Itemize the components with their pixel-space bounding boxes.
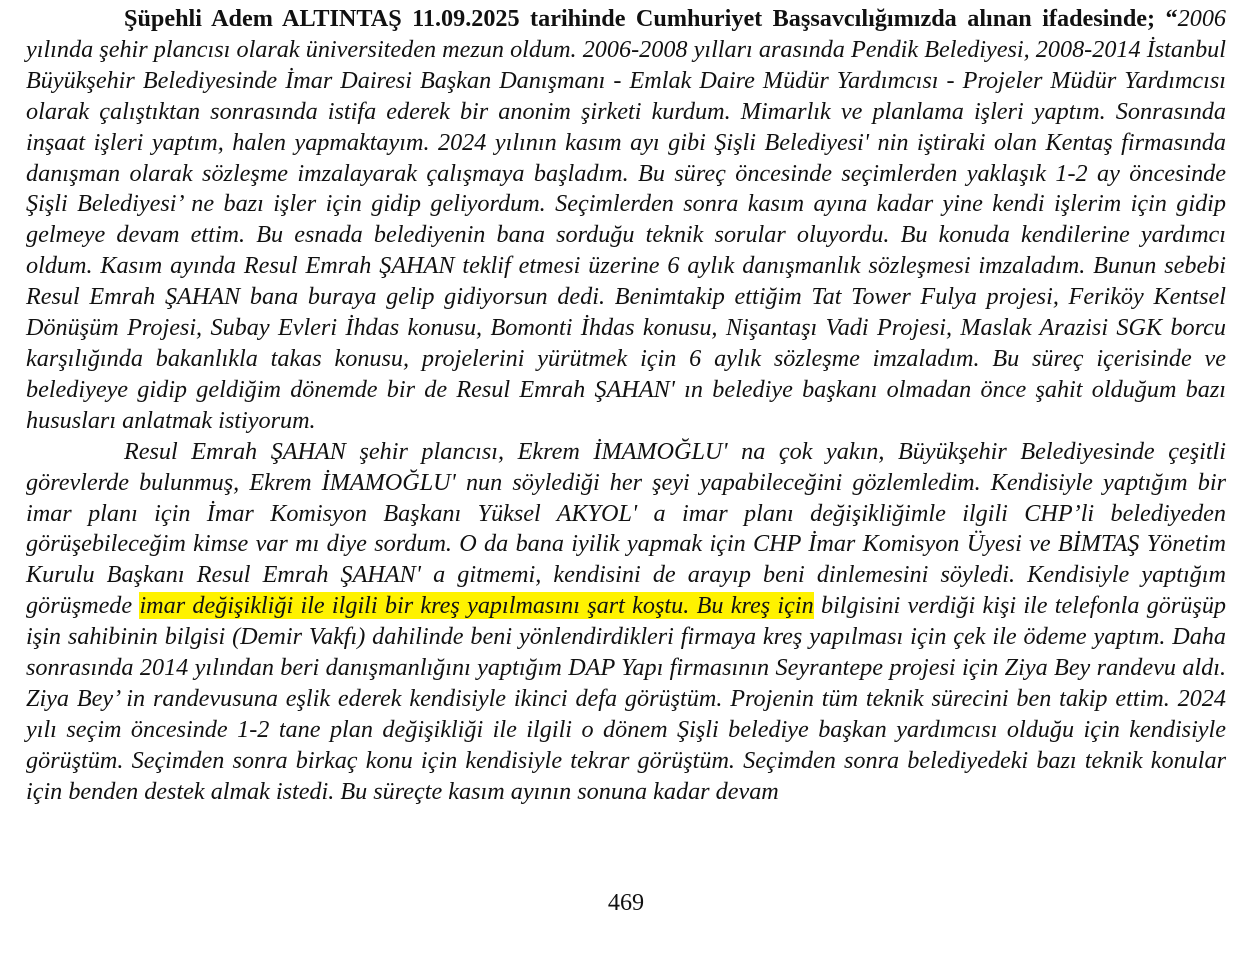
page-number: 469 — [607, 889, 645, 916]
statement-text: bilgisini verdiği kişi ile telefonla görüşüp işin sahibinin bilgisi (Demir Vakfı) dahilinde beni yönlendirdikleri firmaya kreş yapılması için çek ile ödeme yaptım. Daha sonrasında 2014 yılından beri danışmanlığını yaptığım DAP Yapı firmasının Seyrantepe projesi için Ziya Bey randevu aldı. Ziya Bey’ in randevusuna eşlik ederek kendisiyle ikinci defa görüştüm. Projenin tüm teknik sürecini ben takip ettim. 2024 yılı seçim öncesinde 1-2 tane plan değişikliği ile ilgili o dönem Şişli belediye başkan yardımcısı olduğu için kendisiyle görüştüm. Seçimden sonra birkaç konu için kendisiyle tekrar görüştüm. Seçimden sonra belediyedeki bazı teknik konular için benden destek almak istedi. Bu süreçte kasım ayının sonuna kadar devam — [26, 592, 1227, 805]
highlighted-text: imar değişikliği ile ilgili bir kreş yapılmasını şart koştu. Bu kreş için — [139, 592, 814, 620]
statement-text: 2006 yılında şehir plancısı olarak üniversiteden mezun oldum. 2006-2008 yılları arasında Pendik Belediyesi, 2008-2014 İstanbul Büyükşehir Belediyesinde İmar Dairesi Başkan Danışmanı - Emlak Daire Müdür Yardımcısı - Projeler Müdür Yardımcısı olarak çalıştıktan sonrasında istifa ederek bir anonim şirketi kurdum. Mimarlık ve planlama işleri yaptım. Sonrasında inşaat işleri yaptım, halen yapmaktayım. 2024 yılının kasım ayı gibi Şişli Belediyesi' nin iştiraki olan Kentaş firmasında danışman olarak sözleşme imzalayarak çalışmaya başladım. Bu süreç öncesinde seçimlerden yaklaşık 1-2 ay öncesinde Şişli Belediyesi’ ne bazı işler için gidip geliyordum. Seçimlerden sonra kasım ayına kadar yine kendi işlerim için gidip gelmeye devam ettim. Bu esnada belediyenin bana sorduğu teknik sorular oluyordu. Bu konuda kendilerine yardımcı oldum. Kasım ayında Resul Emrah ŞAHAN teklif etmesi üzerine 6 aylık danışmanlık sözleşmesi imzaladım. Bunun sebebi Resul Emrah ŞAHAN bana buraya gelip gidiyorsun dedi. Benimtakip ettiğim Tat Tower Fulya projesi, Feriköy Kentsel Dönüşüm Projesi, Subay Evleri İhdas konusu, Bomonti İhdas konusu, Nişantaşı Vadi Projesi, Maslak Arazisi SGK borcu karşılığında bakanlıkla takas konusu, projelerini yürütmek için 6 aylık sözleşme imzaladım. Bu süreç içerisinde ve belediyeye gidip geldiğim dönemde bir de Resul Emrah ŞAHAN' ın belediye başkanı olmadan önce şahit olduğum bazı hususları anlatmak istiyorum. — [26, 5, 1226, 434]
statement-text: Resul Emrah ŞAHAN şehir plancısı, Ekrem İMAMOĞLU' na çok yakın, Büyükşehir Belediyesinde çeşitli görevlerde bulunmuş, Ekrem İMAMOĞLU' nun söylediği her şeyi yapabileceğini gözlemledim. Kendisiyle yaptığım bir imar planı için İmar Komisyon Başkanı Yüksel AKYOL' a imar planı değişikliğimle ilgili CHP’li belediyeden görüşebileceğim kimse var mı diye sordum. O da bana iyilik yapmak için CHP İmar Komisyon Üyesi ve BİMTAŞ Yönetim Kurulu Başkanı Resul Emrah ŞAHAN' a gitmemi, kendisini de arayıp beni dinlemesini söyledi. Kendisiyle yaptığım görüşmede — [26, 437, 1226, 620]
paragraph-statement-continued — [26, 437, 1226, 808]
document-page — [26, 4, 1226, 944]
paragraph-statement-intro — [26, 4, 1226, 437]
statement-heading: Şüpehli Adem ALTINTAŞ 11.09.2025 tarihinde Cumhuriyet Başsavcılığımızda alınan ifadesinde; “ — [124, 5, 1178, 32]
